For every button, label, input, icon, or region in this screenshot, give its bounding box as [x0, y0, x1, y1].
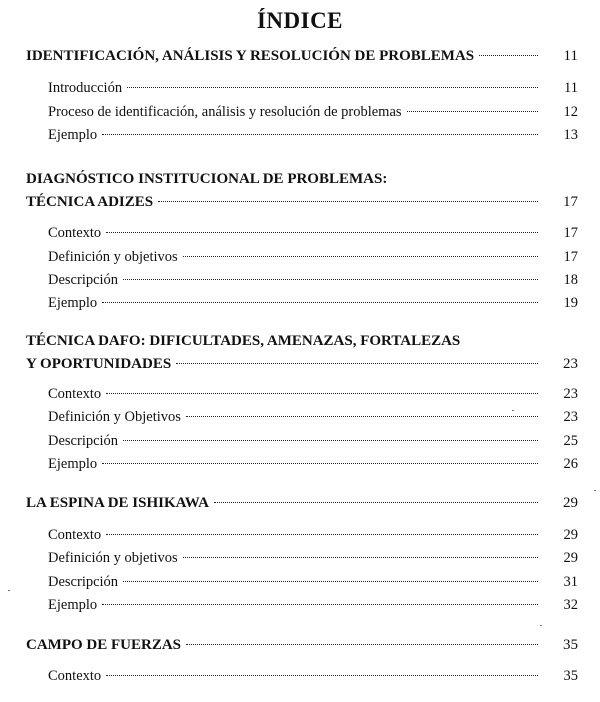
toc-item-label: Ejemplo: [48, 295, 98, 311]
toc-page-number: 35: [563, 668, 578, 684]
toc-item-label: Contexto: [48, 527, 102, 543]
page-title: ÍNDICE: [256, 8, 344, 33]
toc-page-number: 11: [564, 80, 578, 96]
toc-page-number: 17: [563, 249, 578, 265]
dot-leader: [102, 301, 538, 303]
dot-leader: [106, 231, 538, 233]
toc-item[interactable]: [48, 272, 578, 289]
toc-item-label: Proceso de identificación, análisis y resolución de problemas: [48, 104, 402, 120]
toc-item[interactable]: [48, 668, 578, 685]
toc-page-number: 17: [563, 194, 578, 210]
toc-item[interactable]: [48, 456, 578, 473]
scan-speck: [8, 590, 10, 591]
dot-leader: [102, 462, 538, 464]
toc-item-label: Contexto: [48, 225, 102, 241]
toc-item[interactable]: [48, 127, 578, 144]
toc-page-number: 26: [563, 456, 578, 472]
toc-section-title: Y OPORTUNIDADES: [26, 356, 172, 372]
toc-item-label: Descripción: [48, 433, 119, 449]
toc-section-identificacion[interactable]: [26, 48, 578, 65]
scan-speck: [512, 410, 514, 411]
toc-item-label: Contexto: [48, 668, 102, 684]
dot-leader: [407, 110, 538, 112]
toc-page-number: 29: [563, 527, 578, 543]
toc-item[interactable]: [48, 386, 578, 403]
toc-item-label: Ejemplo: [48, 597, 98, 613]
dot-leader: [106, 674, 538, 676]
scan-speck: [594, 490, 596, 491]
toc-item[interactable]: [48, 249, 578, 266]
toc-page-number: 17: [563, 225, 578, 241]
scan-speck: [540, 625, 542, 626]
dot-leader: [123, 439, 538, 441]
dot-leader: [158, 200, 538, 202]
dot-leader: [186, 643, 538, 645]
dot-leader: [214, 501, 538, 503]
toc-item-label: Descripción: [48, 272, 119, 288]
toc-section-adizes-line2[interactable]: [26, 194, 578, 211]
toc-page-number: 23: [563, 409, 578, 425]
toc-page-number: 32: [563, 597, 578, 613]
toc-page-number: 29: [563, 550, 578, 566]
dot-leader: [106, 392, 538, 394]
dot-leader: [102, 603, 538, 605]
toc-item-label: Definición y objetivos: [48, 550, 178, 566]
toc-page-number: 31: [563, 574, 578, 590]
toc-item-label: Ejemplo: [48, 127, 98, 143]
toc-page-number: 11: [563, 48, 578, 64]
toc-item-label: Definición y Objetivos: [48, 409, 181, 425]
toc-page-number: 29: [563, 495, 578, 511]
toc-item[interactable]: [48, 225, 578, 242]
toc-item[interactable]: [48, 409, 578, 426]
toc-item[interactable]: [48, 527, 578, 544]
toc-section-title: DIAGNÓSTICO INSTITUCIONAL DE PROBLEMAS:: [26, 171, 388, 187]
toc-section-title: CAMPO DE FUERZAS: [26, 637, 182, 653]
toc-item-label: Descripción: [48, 574, 119, 590]
dot-leader: [183, 255, 538, 257]
toc-section-dafo-line2[interactable]: [26, 356, 578, 373]
toc-section-dafo-line1[interactable]: [26, 333, 578, 350]
dot-leader: [176, 362, 538, 364]
dot-leader: [123, 278, 538, 280]
toc-item-label: Ejemplo: [48, 456, 98, 472]
dot-leader: [102, 133, 538, 135]
dot-leader: [106, 533, 538, 535]
toc-item[interactable]: [48, 550, 578, 567]
toc-section-title: LA ESPINA DE ISHIKAWA: [26, 495, 209, 511]
toc-page-number: 23: [563, 356, 578, 372]
toc-page-number: 23: [563, 386, 578, 402]
toc-page-number: 13: [563, 127, 578, 143]
toc-item-label: Introducción: [48, 80, 123, 96]
toc-item[interactable]: [48, 104, 578, 121]
toc-item[interactable]: [48, 80, 578, 97]
toc-item-label: Contexto: [48, 386, 102, 402]
toc-item[interactable]: [48, 597, 578, 614]
toc-page-number: 35: [563, 637, 578, 653]
toc-page-number: 25: [563, 433, 578, 449]
toc-item-label: Definición y objetivos: [48, 249, 178, 265]
toc-page-number: 18: [563, 272, 578, 288]
toc-item[interactable]: [48, 574, 578, 591]
toc-section-ishikawa[interactable]: [26, 495, 578, 512]
dot-leader: [183, 556, 538, 558]
dot-leader: [123, 580, 538, 582]
dot-leader: [186, 415, 538, 417]
toc-section-title: TÉCNICA DAFO: DIFICULTADES, AMENAZAS, FORTALEZAS: [26, 333, 461, 349]
toc-section-title: TÉCNICA ADIZES: [26, 194, 154, 210]
toc-item[interactable]: [48, 295, 578, 312]
toc-item[interactable]: [48, 433, 578, 450]
toc-section-title: IDENTIFICACIÓN, ANÁLISIS Y RESOLUCIÓN DE PROBLEMAS: [26, 48, 475, 64]
toc-section-adizes-line1[interactable]: [26, 171, 578, 188]
dot-leader: [127, 86, 538, 88]
toc-page-number: 12: [563, 104, 578, 120]
dot-leader: [479, 54, 538, 56]
toc-section-campo-de-fuerzas[interactable]: [26, 637, 578, 654]
toc-page-number: 19: [563, 295, 578, 311]
